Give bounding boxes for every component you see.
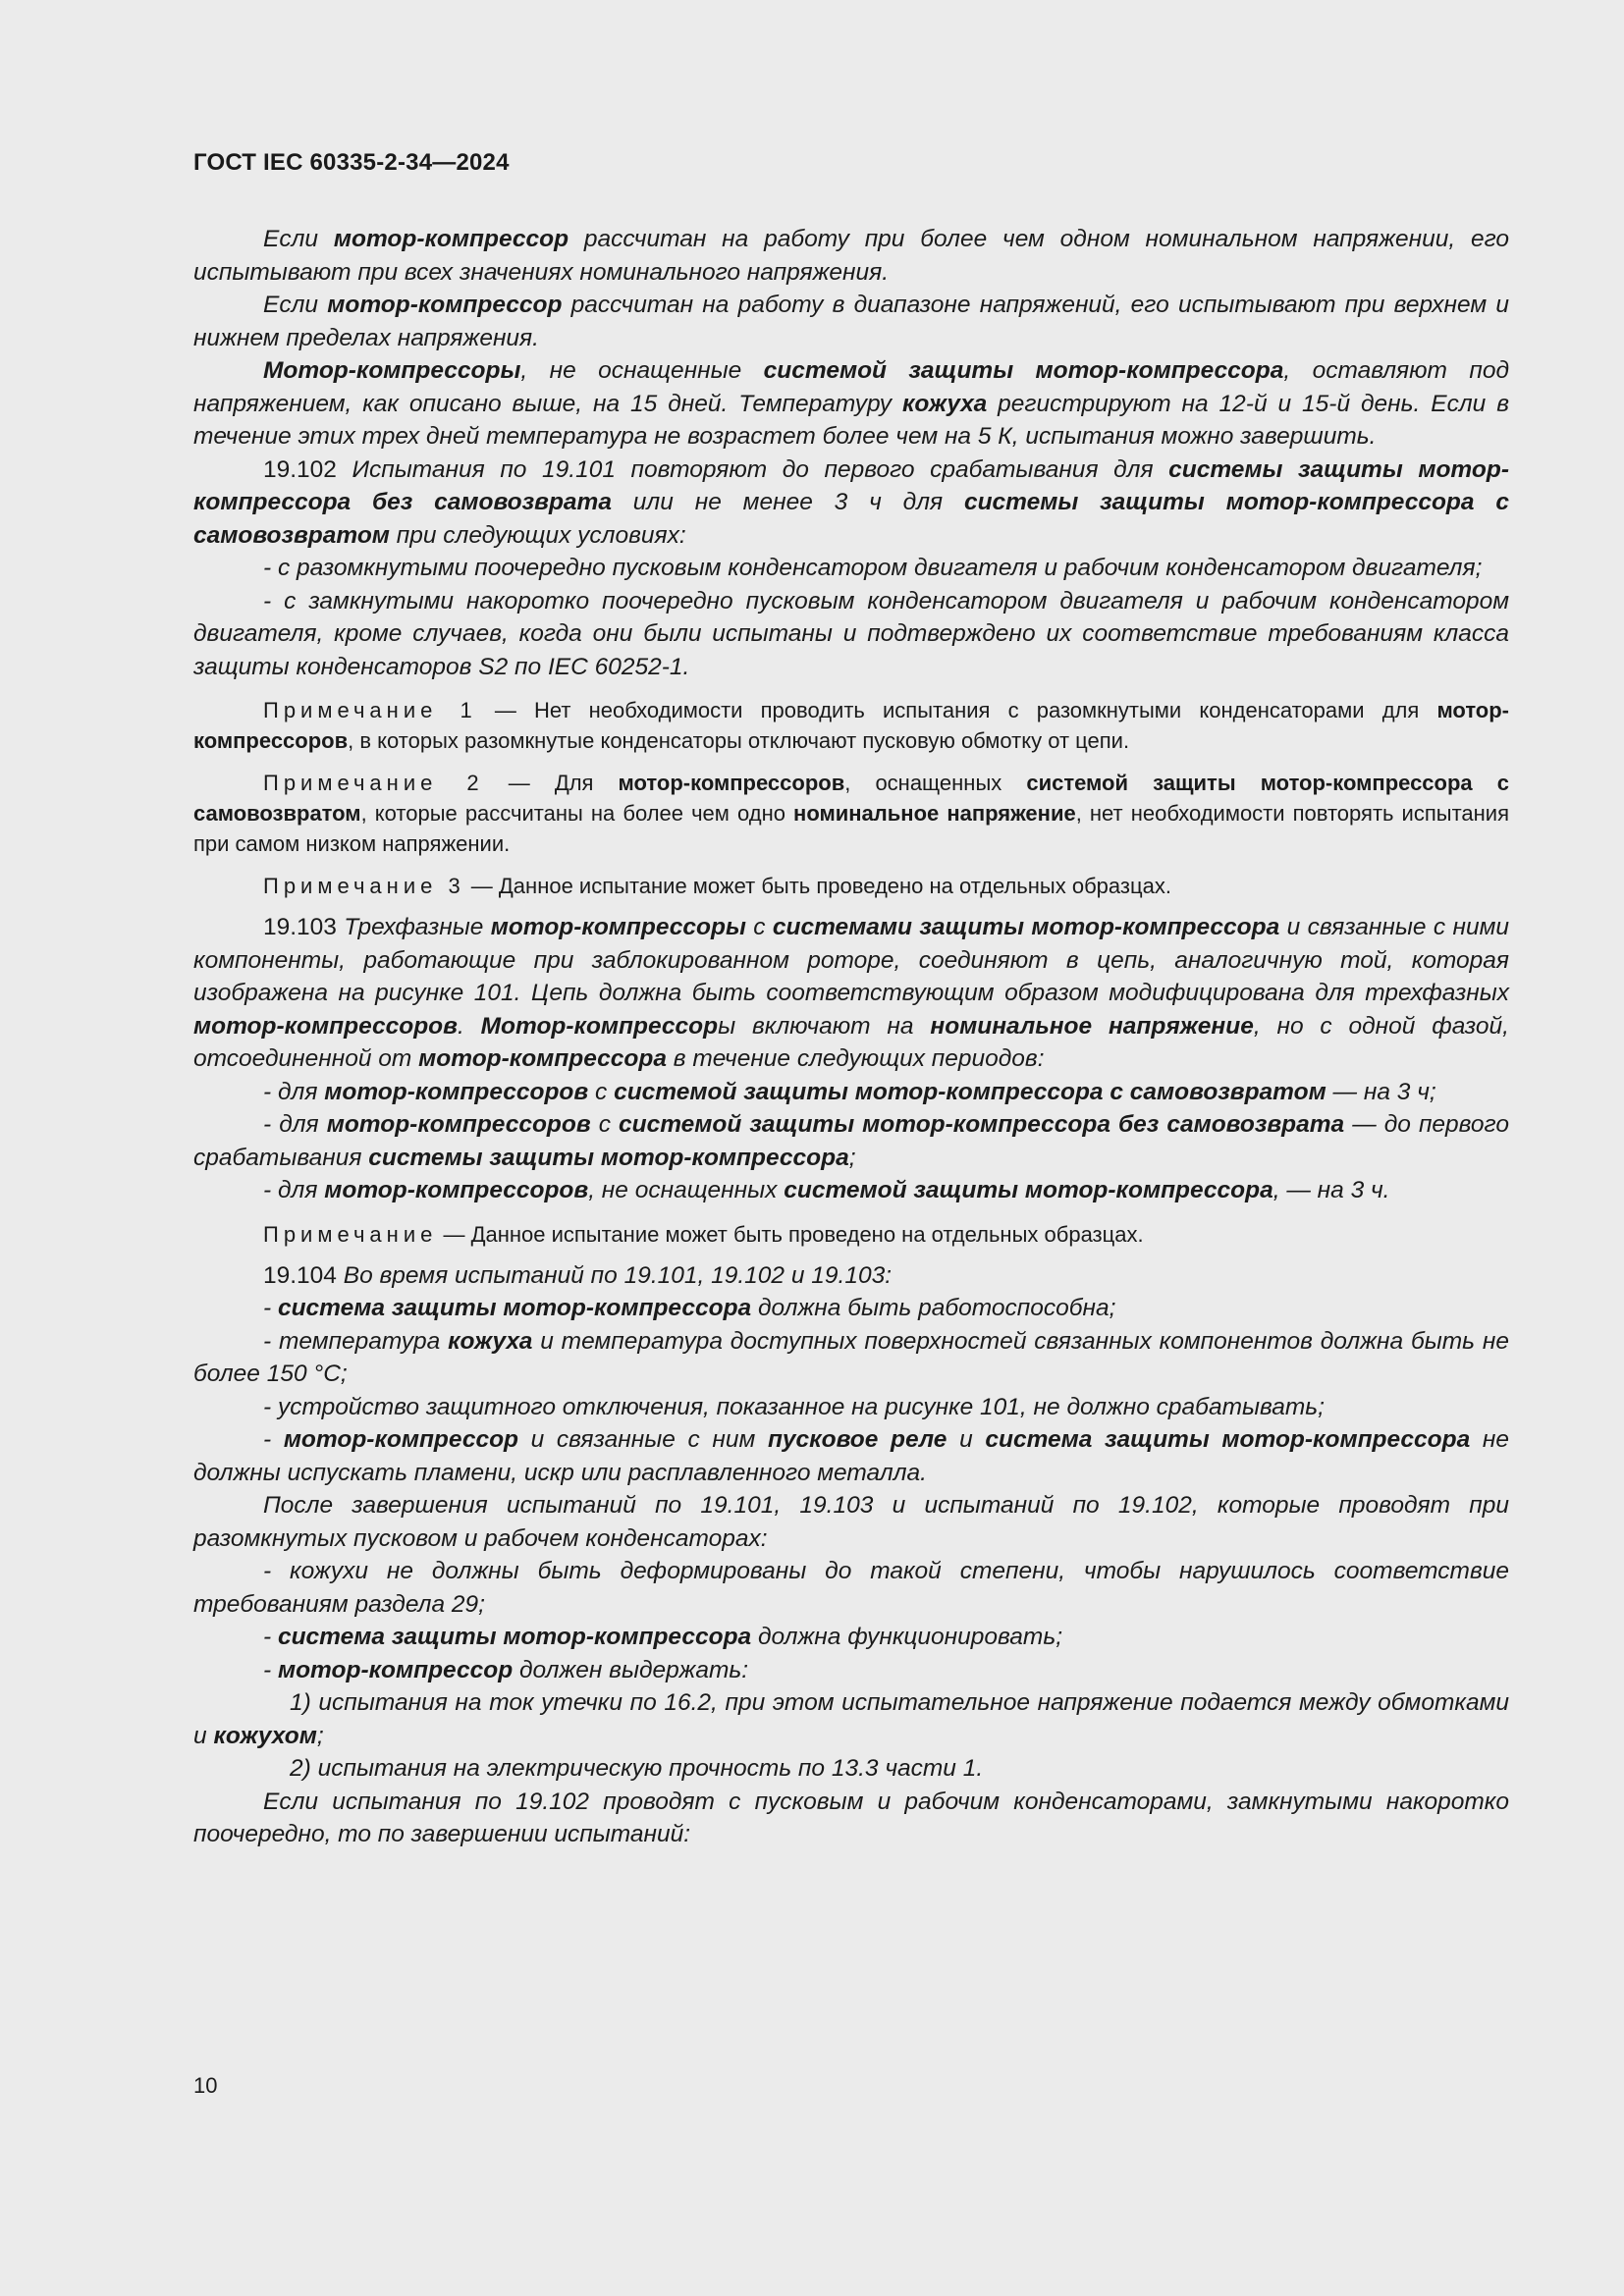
note-4: Примечание — Данное испытание может быть проведено на отдельных образцах. <box>263 1221 1144 1247</box>
paragraph: Если испытания по 19.102 проводят с пусковым и рабочим конденсаторами, замкнутыми накоротко поочередно, то по завершении испытаний: <box>193 1788 1509 1847</box>
list-item: - мотор-компрессор и связанные с ним пусковое реле и система защиты мотор-компрессора не должны испускать пламени, искр или расплавленного металла. <box>193 1426 1509 1486</box>
note-1: Примечание 1 — Нет необходимости проводить испытания с разомкнутыми конденсаторами для мотор-компрессоров, в которых разомкнутые конденсаторы отключают пусковую обмотку от цепи. <box>193 698 1509 753</box>
list-item: - система защиты мотор-компрессора должна быть работоспособна; <box>263 1295 1116 1321</box>
numbered-item: 2) испытания на электрическую прочность по 13.3 части 1. <box>290 1755 984 1782</box>
list-item: - для мотор-компрессоров с системой защиты мотор-компрессора с самовозвратом — на 3 ч; <box>263 1078 1436 1105</box>
list-item: - для мотор-компрессоров, не оснащенных системой защиты мотор-компрессора, — на 3 ч. <box>263 1177 1390 1203</box>
clause-19-104: 19.104 Во время испытаний по 19.101, 19.102 и 19.103: <box>263 1261 893 1289</box>
page-number: 10 <box>193 2073 218 2098</box>
note-3: Примечание 3 — Данное испытание может быть проведено на отдельных образцах. <box>263 874 1171 898</box>
list-item: - с разомкнутыми поочередно пусковым конденсатором двигателя и рабочим конденсатором двигателя; <box>263 555 1483 581</box>
note-label: Примечание <box>263 1221 438 1247</box>
clause-number: 19.104 <box>263 1261 337 1289</box>
clause-19-103: 19.103 Трехфазные мотор-компрессоры с системами защиты мотор-компрессора и связанные с ними компоненты, работающие при заблокированном роторе, соединяют в цепь, аналогичную той, которая изображена на рисунке 101. Цепь должна быть соответствующим образом модифицирована для трехфазных мотор-компрессоров. Мотор-компрессоры включают на номинальное напряжение, но с одной фазой, отсоединенной от мотор-компрессора в течение следующих периодов: <box>193 914 1510 1072</box>
list-item: - для мотор-компрессоров с системой защиты мотор-компрессора без самовозврата — до первого срабатывания системы защиты мотор-компрессора; <box>193 1111 1509 1171</box>
note-2: Примечание 2 — Для мотор-компрессоров, оснащенных системой защиты мотор-компрессора с самовозвратом, которые рассчитаны на более чем одно номинальное напряжение, нет необходимости повторять испытания при самом низком напряжении. <box>193 771 1509 856</box>
note-label: Примечание 2 <box>263 771 484 795</box>
list-item: - система защиты мотор-компрессора должна функционировать; <box>263 1624 1063 1650</box>
paragraph: После завершения испытаний по 19.101, 19.103 и испытаний по 19.102, которые проводят при разомкнутых пусковом и рабочем конденсаторах: <box>193 1492 1509 1552</box>
list-item: - кожухи не должны быть деформированы до такой степени, чтобы нарушилось соответствие требованиям раздела 29; <box>193 1558 1509 1618</box>
paragraph: Если мотор-компрессор рассчитан на работу в диапазоне напряжений, его испытывают при верхнем и нижнем пределах напряжения. <box>193 292 1509 351</box>
document-body <box>193 223 1509 1851</box>
numbered-item: 1) испытания на ток утечки по 16.2, при этом испытательное напряжение подается между обмотками и кожухом; <box>193 1689 1509 1749</box>
clause-number: 19.102 <box>263 455 337 483</box>
list-item: - температура кожуха и температура доступных поверхностей связанных компонентов должна быть не более 150 °С; <box>193 1327 1509 1387</box>
list-item: - мотор-компрессор должен выдержать: <box>263 1656 749 1683</box>
note-label: Примечание 1 <box>263 698 477 722</box>
paragraph: Если мотор-компрессор рассчитан на работу при более чем одном номинальном напряжении, его испытывают при всех значениях номинального напряжения. <box>193 226 1510 286</box>
paragraph: Мотор-компрессоры, не оснащенные системой защиты мотор-компрессора, оставляют под напряжением, как описано выше, на 15 дней. Температуру кожуха регистрируют на 12-й и 15-й день. Если в течение этих трех дней температура не возрастет более чем на 5 К, испытания можно завершить. <box>193 357 1510 450</box>
clause-number: 19.103 <box>263 914 337 940</box>
list-item: - с замкнутыми накоротко поочередно пусковым конденсатором двигателя и рабочим конденсатором двигателя, кроме случаев, когда они были испытаны и подтверждено их соответствие требованиям класса защиты конденсаторов S2 по IEC 60252-1. <box>193 587 1509 680</box>
standard-header: ГОСТ IEC 60335-2-34—2024 <box>193 149 510 176</box>
note-label: Примечание 3 <box>263 874 465 898</box>
clause-19-102: 19.102 Испытания по 19.101 повторяют до первого срабатывания для системы защиты мотор-компрессора без самовозврата или не менее 3 ч для системы защиты мотор-компрессора с самовозвратом при следующих условиях: <box>193 455 1509 549</box>
list-item: - устройство защитного отключения, показанное на рисунке 101, не должно срабатывать; <box>263 1393 1325 1420</box>
